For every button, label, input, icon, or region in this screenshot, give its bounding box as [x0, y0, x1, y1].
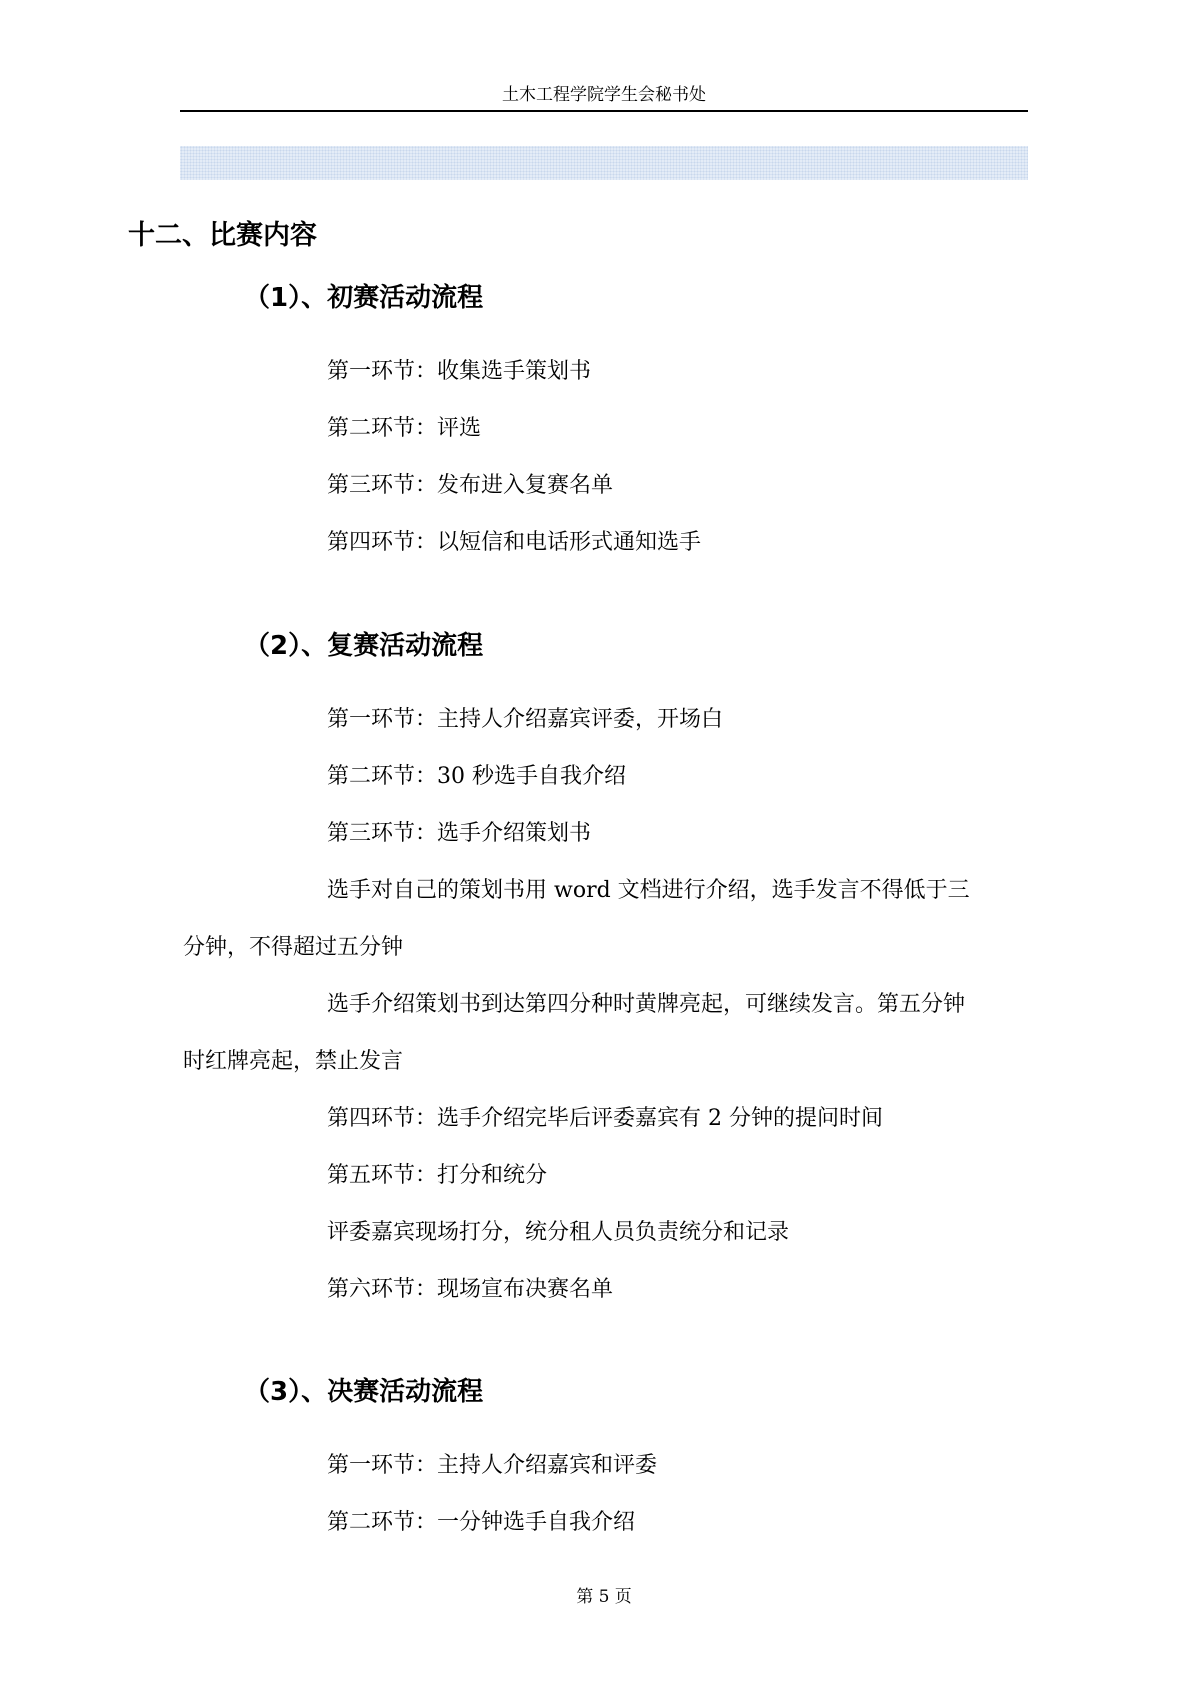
- semifinal-line: 第五环节：打分和统分: [327, 1163, 548, 1188]
- semifinal-line: 分钟，不得超过五分钟: [183, 935, 404, 960]
- semifinal-line: 选手介绍策划书到达第四分种时黄牌亮起，可继续发言。第五分钟: [327, 992, 966, 1017]
- preliminary-step: 第二环节：评选: [327, 416, 482, 441]
- section-title: 十二、比赛内容: [128, 220, 317, 251]
- semifinal-line: 第一环节：主持人介绍嘉宾评委，开场白: [327, 707, 724, 732]
- semifinal-line: 第三环节：选手介绍策划书: [327, 821, 592, 846]
- semifinal-line: 评委嘉宾现场打分，统分租人员负责统分和记录: [327, 1220, 790, 1245]
- semifinal-line: 第二环节：30 秒选手自我介绍: [327, 764, 626, 789]
- semifinal-heading: （2）、复赛活动流程: [244, 631, 484, 661]
- final-step: 第二环节：一分钟选手自我介绍: [327, 1510, 636, 1535]
- preliminary-step: 第四环节：以短信和电话形式通知选手: [327, 530, 702, 555]
- semifinal-line: 时红牌亮起，禁止发言: [183, 1049, 404, 1074]
- page-number: 第 5 页: [576, 1587, 632, 1607]
- preliminary-heading: （1）、初赛活动流程: [244, 283, 484, 313]
- final-step: 第一环节：主持人介绍嘉宾和评委: [327, 1453, 658, 1478]
- page-header-rule: [180, 110, 1028, 112]
- final-heading: （3）、决赛活动流程: [244, 1377, 484, 1407]
- preliminary-step: 第三环节：发布进入复赛名单: [327, 473, 614, 498]
- page-header-text: 土木工程学院学生会秘书处: [502, 85, 706, 105]
- semifinal-line: 选手对自己的策划书用 word 文档进行介绍，选手发言不得低于三: [327, 878, 970, 903]
- semifinal-line: 第四环节：选手介绍完毕后评委嘉宾有 2 分钟的提问时间: [327, 1106, 883, 1131]
- preliminary-step: 第一环节：收集选手策划书: [327, 359, 592, 384]
- shaded-band: [180, 146, 1028, 180]
- semifinal-line: 第六环节：现场宣布决赛名单: [327, 1277, 614, 1302]
